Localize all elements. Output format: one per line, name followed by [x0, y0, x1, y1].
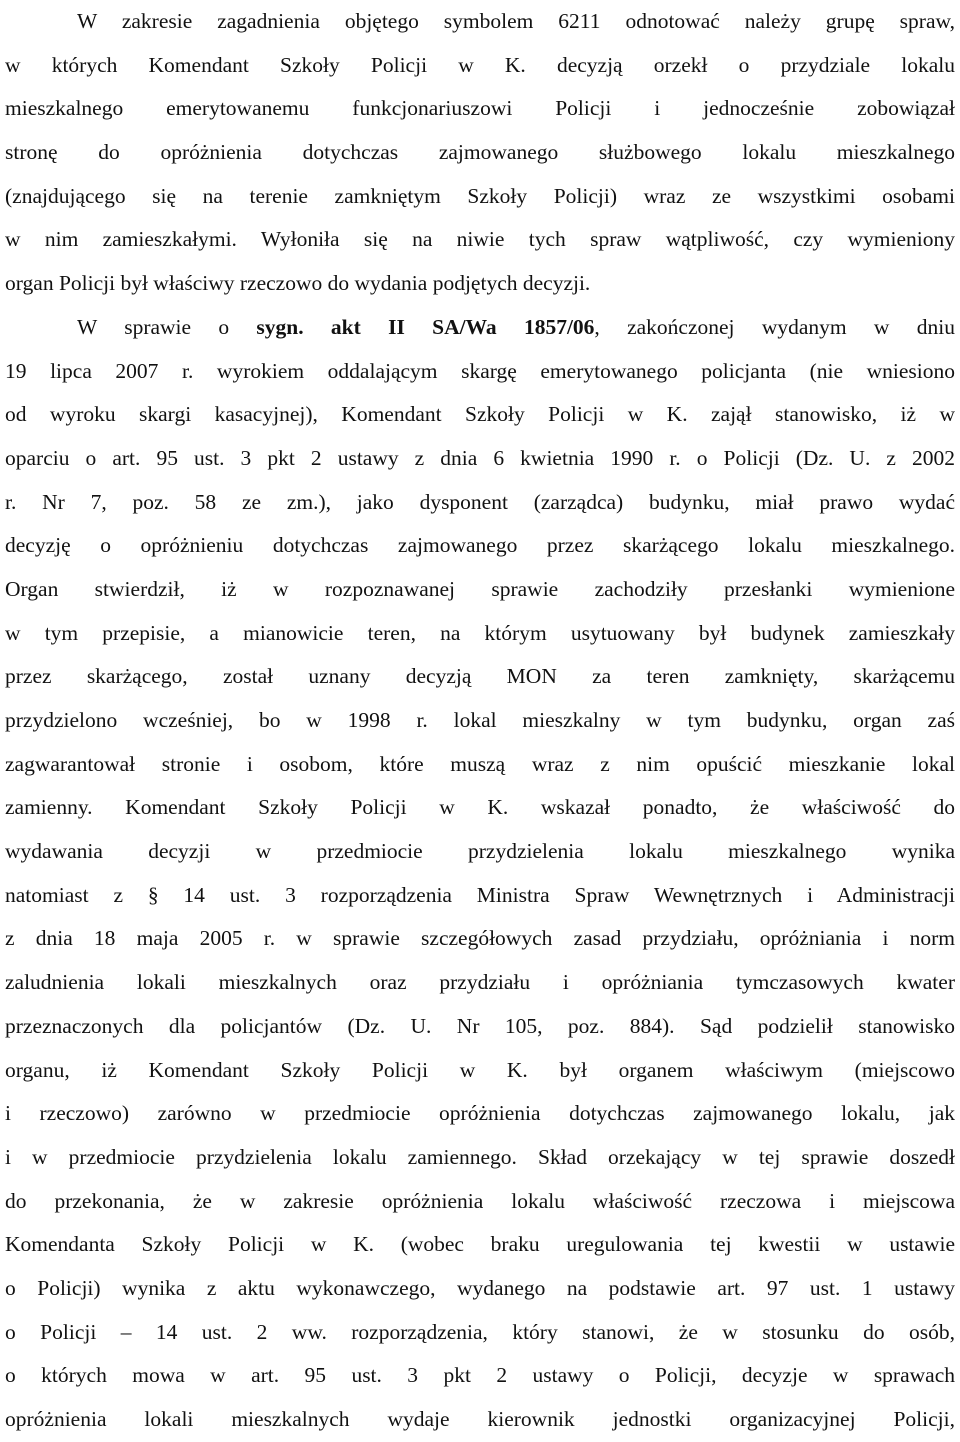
text-segment: i rzeczowo) zarówno w przedmiocie opróżnienia dotychczas zajmowanego lokalu, jak [5, 1101, 955, 1126]
text-line [5, 743, 955, 787]
text-line [5, 568, 955, 612]
text-line [5, 612, 955, 656]
text-line [5, 1005, 955, 1049]
text-line [5, 1354, 955, 1398]
text-line [5, 1223, 955, 1267]
text-segment: zamienny. Komendant Szkoły Policji w K. wskazał ponadto, że właściwość do [5, 795, 955, 820]
text-segment: z dnia 18 maja 2005 r. w sprawie szczegółowych zasad przydziału, opróżniania i norm [5, 926, 955, 951]
text-segment: przeznaczonych dla policjantów (Dz. U. Nr 105, poz. 884). Sąd podzielił stanowisko [5, 1013, 955, 1038]
text-segment: Komendanta Szkoły Policji w K. (wobec braku uregulowania tej kwestii w ustawie [5, 1232, 955, 1257]
text-segment: stronę do opróżnienia dotychczas zajmowanego służbowego lokalu mieszkalnego [5, 140, 955, 165]
text-segment: r. Nr 7, poz. 58 ze zm.), jako dysponent (zarządca) budynku, miał prawo wydać [5, 489, 955, 514]
text-line [5, 481, 955, 525]
text-segment: zaludnienia lokali mieszkalnych oraz przydziału i opróżniania tymczasowych kwater [5, 970, 955, 995]
text-segment: organ Policji był właściwy rzeczowo do wydania podjętych decyzji. [5, 271, 591, 296]
text-line [5, 350, 955, 394]
text-line [5, 131, 955, 175]
text-segment: opróżnienia lokali mieszkalnych wydaje kierownik jednostki organizacyjnej Policji, [5, 1407, 955, 1431]
text-line [5, 699, 955, 743]
text-segment: przez skarżącego, został uznany decyzją MON za teren zamknięty, skarżącemu [5, 664, 955, 689]
text-line [5, 524, 955, 568]
text-segment: przydzielono wcześniej, bo w 1998 r. lokal mieszkalny w tym budynku, organ zaś [5, 708, 955, 732]
text-segment: w których Komendant Szkoły Policji w K. decyzją orzekł o przydziale lokalu [5, 52, 955, 77]
text-line [5, 87, 955, 131]
text-segment: 19 lipca 2007 r. wyrokiem oddalającym skargę emerytowanego policjanta (nie wniesiono [5, 358, 955, 383]
text-line [5, 175, 955, 219]
text-segment: (znajdującego się na terenie zamkniętym Szkoły Policji) wraz ze wszystkimi osobami [5, 183, 955, 208]
text-line [5, 1049, 955, 1093]
text-line [5, 917, 955, 961]
text-line [5, 437, 955, 481]
text-line [5, 393, 955, 437]
text-line [5, 1180, 955, 1224]
text-line [5, 44, 955, 88]
document-page [5, 0, 955, 1442]
text-line [5, 1267, 955, 1311]
text-segment: i w przedmiocie przydzielenia lokalu zamiennego. Skład orzekający w tej sprawie doszedł [5, 1144, 955, 1169]
text-segment: w nim zamieszkałymi. Wyłoniła się na niwie tych spraw wątpliwość, czy wymieniony [5, 227, 955, 252]
text-segment: w tym przepisie, a mianowicie teren, na którym usytuowany był budynek zamieszkały [5, 620, 955, 645]
text-line [5, 0, 955, 44]
bold-text-segment: sygn. akt II SA/Wa 1857/06 [256, 314, 595, 339]
text-line [5, 1311, 955, 1355]
text-segment: zagwarantował stronie i osobom, które muszą wraz z nim opuścić mieszkanie lokal [5, 751, 955, 776]
text-segment: o Policji) wynika z aktu wykonawczego, wydanego na podstawie art. 97 ust. 1 ustawy [5, 1275, 955, 1300]
text-line [5, 874, 955, 918]
text-segment: mieszkalnego emerytowanemu funkcjonariuszowi Policji i jednocześnie zobowiązał [5, 96, 955, 121]
text-segment: organu, iż Komendant Szkoły Policji w K. był organem właściwym (miejscowo [5, 1057, 955, 1082]
text-line [5, 262, 955, 306]
text-line [5, 306, 955, 350]
text-line [5, 218, 955, 262]
text-segment: Organ stwierdził, iż w rozpoznawanej sprawie zachodziły przesłanki wymienione [5, 576, 955, 601]
text-segment: od wyroku skargi kasacyjnej), Komendant Szkoły Policji w K. zajął stanowisko, iż w [5, 402, 955, 427]
text-segment: , zakończonej wydanym w dniu [594, 314, 955, 339]
text-segment: do przekonania, że w zakresie opróżnienia lokalu właściwość rzeczowa i miejscowa [5, 1188, 955, 1213]
text-segment: W zakresie zagadnienia objętego symbolem 6211 odnotować należy grupę spraw, [77, 9, 955, 33]
text-segment: decyzję o opróżnieniu dotychczas zajmowanego przez skarżącego lokalu mieszkalnego. [5, 533, 955, 558]
text-line [5, 786, 955, 830]
text-line [5, 961, 955, 1005]
text-segment: o Policji – 14 ust. 2 ww. rozporządzenia, który stanowi, że w stosunku do osób, [5, 1319, 955, 1344]
text-line [5, 1092, 955, 1136]
text-segment: natomiast z § 14 ust. 3 rozporządzenia Ministra Spraw Wewnętrznych i Administracji [5, 882, 955, 907]
text-segment: o których mowa w art. 95 ust. 3 pkt 2 ustawy o Policji, decyzje w sprawach [5, 1363, 955, 1388]
text-segment: W sprawie o [77, 314, 257, 339]
text-line [5, 830, 955, 874]
text-line [5, 1398, 955, 1442]
text-line [5, 1136, 955, 1180]
text-segment: wydawania decyzji w przedmiocie przydzielenia lokalu mieszkalnego wynika [5, 839, 955, 864]
text-segment: oparciu o art. 95 ust. 3 pkt 2 ustawy z dnia 6 kwietnia 1990 r. o Policji (Dz. U. z 2002 [5, 445, 955, 470]
text-line [5, 655, 955, 699]
